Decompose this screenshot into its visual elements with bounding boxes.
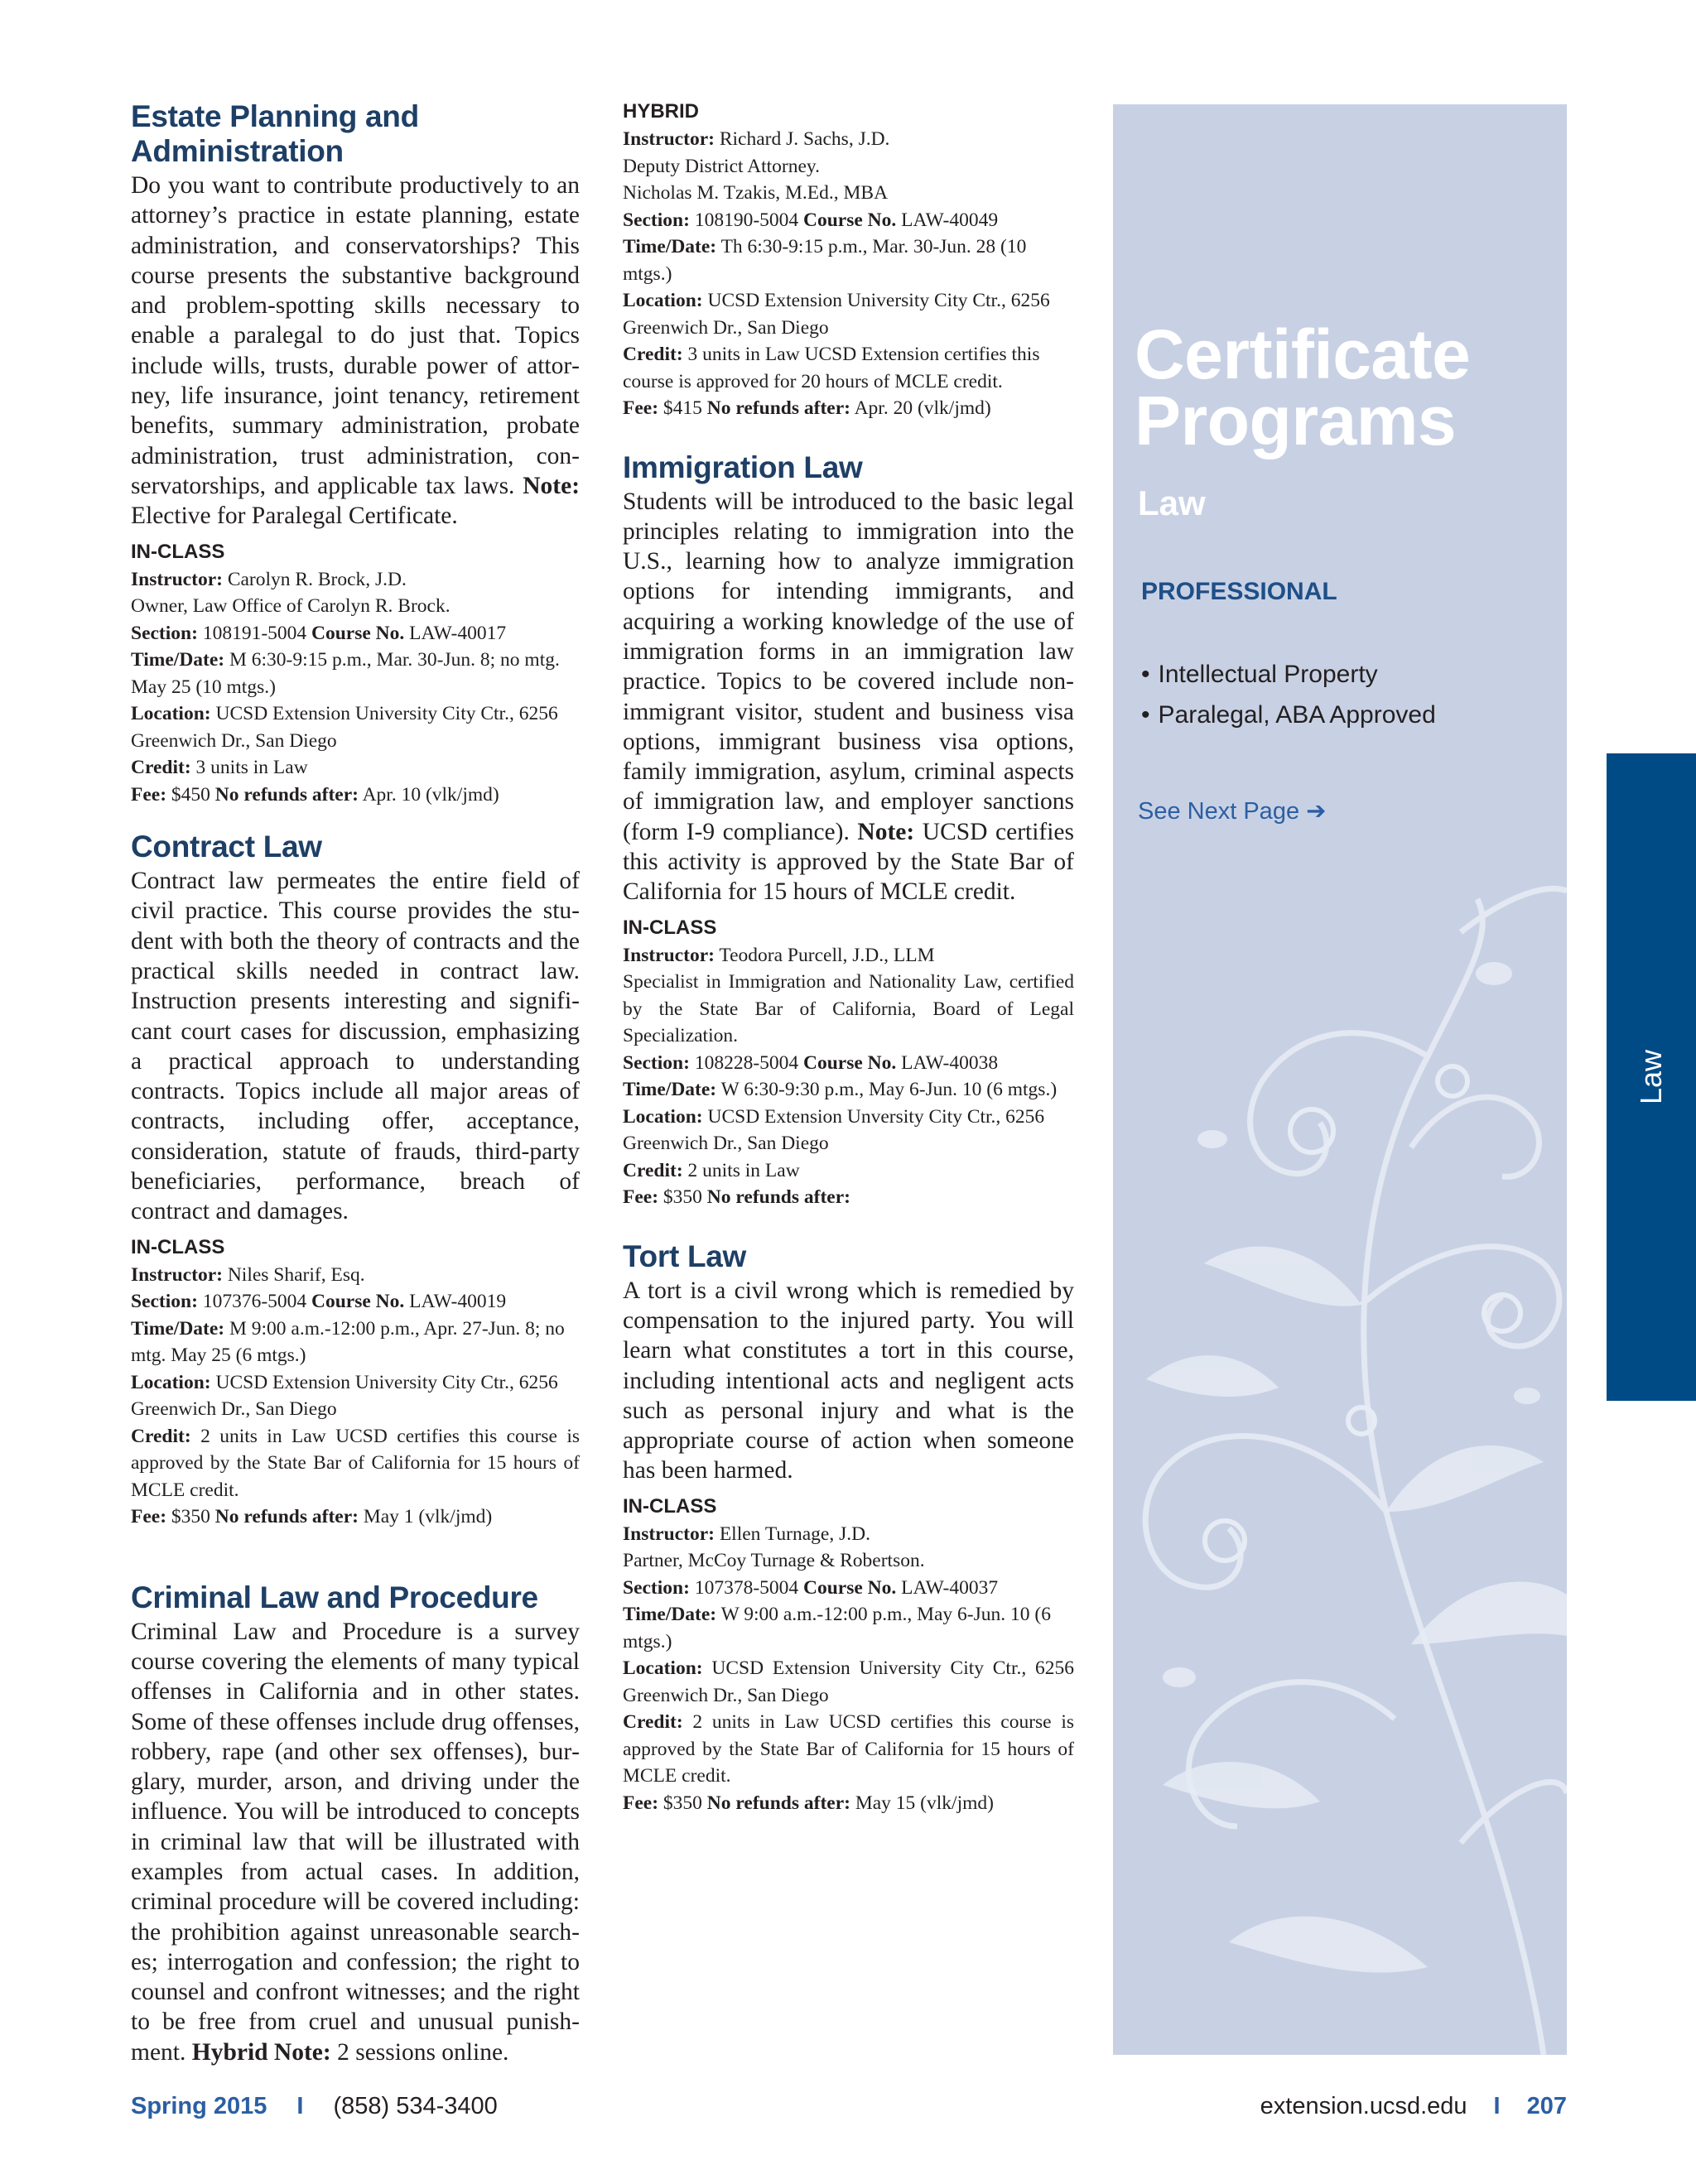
course-description xyxy=(131,171,580,532)
time-line: Time/Date: W 9:00 a.m.-12:00 p.m., May 6-Jun. 10 (6 mtgs.) xyxy=(623,1604,1051,1652)
panel-title-line-1: Certificate xyxy=(1135,315,1471,393)
footer-separator: I xyxy=(296,2093,304,2119)
note-label: Note: xyxy=(523,472,581,499)
format-label: IN-CLASS xyxy=(623,1494,717,1518)
program-item-paralegal[interactable]: • Paralegal, ABA Approved xyxy=(1141,695,1436,735)
fee-line: Fee: $415 No refunds after: Apr. 20 (vlk/jmd) xyxy=(623,397,991,419)
course-tort-law xyxy=(623,1239,1074,1817)
section-line: Section: 108191-5004 Course No. LAW-40017 xyxy=(131,622,507,644)
credit-line: Credit: 3 units in Law xyxy=(131,757,308,779)
instructor-name: Niles Sharif, Esq. xyxy=(227,1263,365,1286)
footer-season: Spring 2015 xyxy=(131,2093,267,2119)
instructor-name: Richard J. Sachs, J.D. xyxy=(719,128,890,150)
description-text: Criminal Law and Procedure is a survey course covering the elements of many typical offenses in California and in other states. Some of these offenses include drug offenses, robbery, rape (and other sex offenses), burglary, murder, arson, and driving under the influence. You will be introduced to concepts in criminal law that will be illustrated with examples from actual cases. In addition, criminal procedure will be covered including: the prohibition against unreasonable searches; interrogation and confession; the right to counsel and confront witnesses; and the right to be free from cruel and unusual punishment. xyxy=(131,1618,580,2066)
note-label: Hybrid Note: xyxy=(191,2038,331,2066)
time-line: Time/Date: M 6:30-9:15 p.m., Mar. 30-Jun. 8; no mtg. May 25 (10 mtgs.) xyxy=(131,649,560,698)
time-line: Time/Date: Th 6:30-9:15 p.m., Mar. 30-Jun. 28 (10 mtgs.) xyxy=(623,236,1027,285)
course-contract-law xyxy=(131,830,580,1531)
section-line: Section: 108228-5004 Course No. LAW-40038 xyxy=(623,1051,999,1074)
credit-line: Credit: 2 units in Law UCSD certifies this course is approved by the State Bar of California for 15 hours of MCLE credit. xyxy=(623,1711,1075,1787)
course-criminal-law xyxy=(131,1580,580,2067)
location-line: Location: UCSD Extension University City Ctr., 6256 Greenwich Dr., San Diego xyxy=(131,1371,558,1421)
instructor-line: Instructor: Teodora Purcell, J.D., LLM xyxy=(623,944,935,966)
instructor-name: Ellen Turnage, J.D. xyxy=(719,1523,870,1545)
section-line: Section: 107378-5004 Course No. LAW-40037 xyxy=(623,1576,999,1599)
section-line: Section: 108190-5004 Course No. LAW-40049 xyxy=(623,209,999,231)
note-text: Elective for Paralegal Certificate. xyxy=(131,503,458,530)
course-description: A tort is a civil wrong which is remedied by compensation to the injured party. You will learn what constitutes a tort in this course, including intentional acts and negligent acts such as personal injury and what is the appropriate course of action when someone has been harmed. xyxy=(623,1277,1074,1484)
section-tab-law xyxy=(1607,753,1696,1401)
page-number: 207 xyxy=(1526,2093,1567,2119)
instructor-name-2: Nicholas M. Tzakis, M.Ed., MBA xyxy=(623,182,889,204)
course-title: Criminal Law and Procedure xyxy=(131,1580,538,1614)
course-description xyxy=(623,487,1074,907)
footer-left xyxy=(131,2093,498,2120)
program-item-intellectual-property[interactable]: • Intellectual Property xyxy=(1141,654,1436,695)
instructor-name: Teodora Purcell, J.D., LLM xyxy=(719,944,935,966)
instructor-bio: Partner, McCoy Turnage & Robertson. xyxy=(623,1550,925,1572)
middle-column xyxy=(623,99,1074,1816)
course-title: Estate Planning and Administration xyxy=(131,99,419,168)
see-next-page-link[interactable]: See Next Page ➔ xyxy=(1138,798,1327,825)
note-label: Note: xyxy=(857,818,915,845)
left-column xyxy=(131,99,580,2067)
course-immigration-law xyxy=(623,450,1074,1211)
instructor-bio: Specialist in Immigration and Nationality Law, certified by the State Bar of California, Board of Legal Specialization. xyxy=(623,971,1074,1047)
instructor-name: Carolyn R. Brock, J.D. xyxy=(227,568,407,590)
footer-separator: I xyxy=(1493,2093,1501,2119)
certificate-programs-panel xyxy=(1113,104,1567,2055)
course-details xyxy=(623,1521,1074,1817)
course-criminal-law-details xyxy=(623,99,1074,422)
program-list xyxy=(1141,654,1436,735)
time-line: Time/Date: W 6:30-9:30 p.m., May 6-Jun. 10 (6 mtgs.) xyxy=(623,1079,1058,1101)
course-details xyxy=(131,566,580,809)
credit-line: Credit: 3 units in Law UCSD Extension certifies this course is approved for 20 hours of MCLE credit. xyxy=(623,344,1040,392)
course-description xyxy=(131,1617,580,2067)
course-details xyxy=(623,126,1074,422)
section-tab-label: Law xyxy=(1634,1049,1668,1105)
time-line: Time/Date: M 9:00 a.m.-12:00 p.m., Apr. 27-Jun. 8; no mtg. May 25 (6 mtgs.) xyxy=(131,1317,565,1367)
instructor-bio: Deputy District Attorney. xyxy=(623,155,821,177)
location-line: Location: UCSD Extension University City Ctr., 6256 Greenwich Dr., San Diego xyxy=(623,290,1050,339)
footer-right xyxy=(1260,2093,1567,2120)
footer-website[interactable]: extension.ucsd.edu xyxy=(1260,2093,1467,2119)
footer-phone: (858) 534-3400 xyxy=(333,2093,498,2119)
course-description: Contract law permeates the entire field of civil practice. This course provides the student with both the theory of contracts and the practical skills needed in contract law. Instruction presents interesting and significant court cases for discussion, emphasizing a practical approach to understanding contracts. Topics include all major areas of contracts, including offer, acceptance, consideration, statute of frauds, third-party beneficiaries, performance, breach of contract and damages. xyxy=(131,868,580,1225)
credit-line: Credit: 2 units in Law xyxy=(623,1159,800,1181)
location-line: Location: UCSD Extension University City Ctr., 6256 Greenwich Dr., San Diego xyxy=(131,703,558,752)
note-text: UCSD certifies this activity is approved by the State Bar of California for 15 hours of MCLE credit. xyxy=(623,818,1075,906)
fee-line: Fee: $450 No refunds after: Apr. 10 (vlk/jmd) xyxy=(131,783,499,806)
credit-line: Credit: 2 units in Law UCSD certifies this course is approved by the State Bar of California for 15 hours of MCLE credit. xyxy=(131,1425,580,1501)
fee-line: Fee: $350 No refunds after: May 15 (vlk/jmd) xyxy=(623,1792,994,1814)
course-details xyxy=(131,1262,580,1531)
instructor-line: Instructor: Richard J. Sachs, J.D. xyxy=(623,128,890,150)
location-line: Location: UCSD Extension Unversity City Ctr., 6256 Greenwich Dr., San Diego xyxy=(623,1105,1045,1155)
location-line: Location: UCSD Extension University City Ctr., 6256 Greenwich Dr., San Diego xyxy=(623,1657,1074,1706)
instructor-line: Instructor: Ellen Turnage, J.D. xyxy=(623,1523,870,1545)
fee-line: Fee: $350 No refunds after: xyxy=(623,1186,850,1209)
course-title: Immigration Law xyxy=(623,450,863,484)
instructor-bio: Owner, Law Office of Carolyn R. Brock. xyxy=(131,595,450,618)
format-label: IN-CLASS xyxy=(623,916,717,939)
format-label: HYBRID xyxy=(623,100,700,123)
fee-line: Fee: $350 No refunds after: May 1 (vlk/jmd) xyxy=(131,1506,493,1528)
instructor-line: Instructor: Carolyn R. Brock, J.D. xyxy=(131,568,407,590)
course-details xyxy=(623,942,1074,1211)
section-line: Section: 107376-5004 Course No. LAW-40019 xyxy=(131,1291,507,1313)
course-title: Tort Law xyxy=(623,1239,747,1273)
note-text: 2 sessions online. xyxy=(337,2038,509,2066)
panel-title-line-2: Programs xyxy=(1135,382,1457,459)
panel-title xyxy=(1135,315,1471,459)
course-estate-planning xyxy=(131,99,580,808)
panel-category: PROFESSIONAL xyxy=(1141,578,1337,605)
description-text: Students will be introduced to the basic legal principles relating to immigration into the U.S., learning how to analyze immigration options for intending immigrants, and acquiring a working knowledge of the use of immigration forms in an immigration law practice. Topics to be covered include nonimmigrant visitor, student and business visa options, immigrant business visa options, family immigration, asylum, criminal aspects of immigration law, and employer sanctions (form I-9 compliance). xyxy=(623,488,1074,845)
description-text: Do you want to contribute productively to an attorney’s practice in estate planning, estate administration, and conservatorships? This course presents the substantive background and problem-spotting skills necessary to enable a paralegal to do just that. Topics include wills, trusts, durable power of attorney, life insurance, joint tenancy, retirement benefits, summary administration, probate administration, trust administration, conservatorships, and applicable tax laws. xyxy=(131,172,580,499)
instructor-line: Instructor: Niles Sharif, Esq. xyxy=(131,1263,365,1286)
format-label: IN-CLASS xyxy=(131,1235,225,1258)
format-label: IN-CLASS xyxy=(131,540,225,563)
course-title: Contract Law xyxy=(131,830,322,864)
panel-subtitle: Law xyxy=(1138,483,1206,522)
